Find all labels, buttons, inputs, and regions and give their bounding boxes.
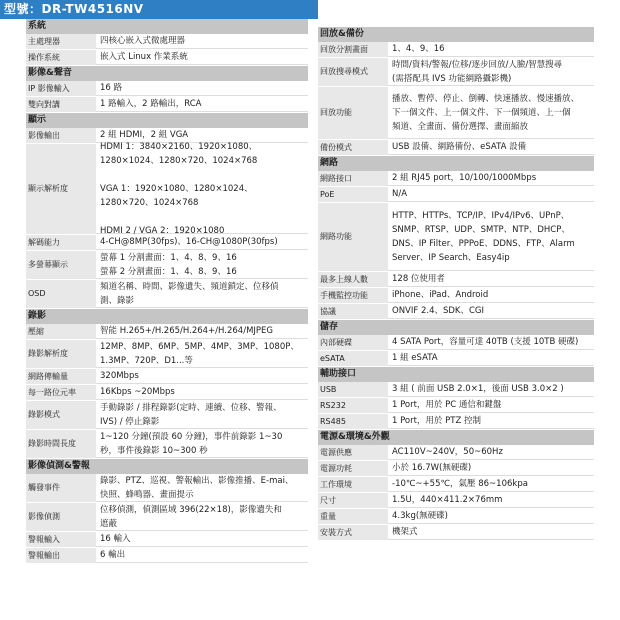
spec-label: 觸發事件	[26, 474, 96, 502]
spec-row	[318, 445, 594, 461]
spec-label: 工作環境	[318, 477, 388, 492]
spec-row	[318, 203, 594, 272]
spec-row	[318, 382, 594, 398]
spec-value: 1 路輸入，2 路輸出，RCA	[96, 97, 308, 112]
spec-value: 4-CH@8MP(30fps)、16-CH@1080P(30fps)	[96, 235, 308, 250]
spec-label: 警報輸入	[26, 532, 96, 547]
spec-value: 4.3kg(無硬碟)	[388, 509, 594, 524]
spec-row	[26, 503, 308, 532]
section-header: 系統	[26, 19, 308, 34]
spec-row	[26, 50, 308, 66]
section-header: 儲存	[318, 320, 594, 335]
spec-row	[318, 335, 594, 351]
spec-value: 16 輸入	[96, 532, 308, 547]
spec-value: 16 路	[96, 81, 308, 96]
spec-row	[318, 509, 594, 525]
spec-row	[26, 251, 308, 280]
spec-row	[26, 548, 308, 564]
spec-value: USB 設備、網路備份、eSATA 設備	[388, 140, 594, 155]
spec-value: 2 組 RJ45 port，10/100/1000Mbps	[388, 171, 594, 186]
section-header: 影像偵測&警報	[26, 459, 308, 474]
spec-value: 12MP、8MP、6MP、5MP、4MP、3MP、1080P、 1.3MP、720P、D1...等	[96, 340, 308, 368]
section-header: 錄影	[26, 309, 308, 324]
spec-row	[26, 340, 308, 369]
spec-row	[26, 532, 308, 548]
spec-row	[318, 525, 594, 541]
spec-label: RS485	[318, 414, 388, 429]
spec-label: 解碼能力	[26, 235, 96, 250]
spec-row	[318, 477, 594, 493]
spec-column-left	[26, 19, 308, 564]
spec-value: 1.5U，440×411.2×76mm	[388, 493, 594, 508]
spec-label: 回放分割畫面	[318, 42, 388, 57]
spec-label: OSD	[26, 280, 96, 308]
spec-row	[318, 288, 594, 304]
spec-value: 16Kbps ~20Mbps	[96, 385, 308, 400]
spec-label: 備份模式	[318, 140, 388, 155]
section-header: 輔助接口	[318, 367, 594, 382]
spec-row	[26, 141, 308, 236]
spec-row	[318, 398, 594, 414]
spec-row	[318, 272, 594, 288]
spec-label: 顯示解析度	[26, 144, 96, 234]
spec-row	[26, 430, 308, 459]
spec-label: 網路功能	[318, 203, 388, 271]
spec-label: IP 影像輸入	[26, 81, 96, 96]
model-title: 型號：DR-TW4516NV	[0, 0, 318, 19]
spec-value: 6 輸出	[96, 548, 308, 563]
spec-value: 320Mbps	[96, 369, 308, 384]
spec-value: 2 組 HDMI，2 組 VGA	[96, 128, 308, 143]
spec-row	[26, 474, 308, 503]
spec-value: 手動錄影 / 排程錄影(定時、連續、位移、警報、 IVS) / 停止錄影	[96, 401, 308, 429]
spec-label: 影像輸出	[26, 128, 96, 143]
spec-label: 網路傳輸量	[26, 369, 96, 384]
spec-value: 1~120 分鐘(預設 60 分鐘)，事件前錄影 1~30 秒，事件後錄影 10~300 秒	[96, 430, 308, 458]
spec-value: 位移偵測，偵測區域 396(22×18)，影像遺失和 遮蔽	[96, 503, 308, 531]
spec-value: 智能 H.265+/H.265/H.264+/H.264/MJPEG	[96, 324, 308, 339]
spec-row	[318, 42, 594, 58]
spec-label: 多螢幕顯示	[26, 251, 96, 279]
spec-row	[318, 461, 594, 477]
spec-value: 機架式	[388, 525, 594, 540]
spec-value: -10℃~+55℃，氣壓 86~106kpa	[388, 477, 594, 492]
spec-row	[26, 401, 308, 430]
spec-row	[318, 414, 594, 430]
spec-label: 協議	[318, 304, 388, 319]
spec-value: 3 組 ( 前面 USB 2.0×1，後面 USB 3.0×2 )	[388, 382, 594, 397]
spec-label: USB	[318, 382, 388, 397]
spec-row	[26, 324, 308, 340]
spec-label: 影像偵測	[26, 503, 96, 531]
spec-row	[26, 385, 308, 401]
spec-row	[26, 34, 308, 50]
spec-value: 頻道名稱、時間、影像遺失、頻道鎖定、位移偵 測、錄影	[96, 280, 308, 308]
spec-value: 錄影、PTZ、巡視、警報輸出、影像推播、E-mai、 快照、蜂鳴器、畫面提示	[96, 474, 308, 502]
spec-label: 重量	[318, 509, 388, 524]
section-header: 電源&環境&外觀	[318, 430, 594, 445]
spec-label: 網路接口	[318, 171, 388, 186]
spec-label: 安裝方式	[318, 525, 388, 540]
spec-row	[318, 187, 594, 203]
spec-column-right	[318, 27, 594, 541]
spec-label: 警報輸出	[26, 548, 96, 563]
spec-label: 壓縮	[26, 324, 96, 339]
spec-value: ONVIF 2.4、SDK、CGI	[388, 304, 594, 319]
spec-label: 手機監控功能	[318, 288, 388, 303]
section-header: 顯示	[26, 113, 308, 128]
spec-value: 播放、暫停、停止、倒轉、快速播放、慢速播放、 下一個文件、上一個文件、下一個頻道、上一個 頻道、全畫面、備份選擇、畫面縮放	[388, 87, 594, 139]
spec-label: 電源功耗	[318, 461, 388, 476]
spec-label: 錄影模式	[26, 401, 96, 429]
spec-row	[318, 493, 594, 509]
spec-value: 1、4、9、16	[388, 42, 594, 57]
spec-value: 嵌入式 Linux 作業系統	[96, 50, 308, 65]
spec-value: iPhone、iPad、Android	[388, 288, 594, 303]
spec-row	[26, 81, 308, 97]
spec-label: 操作系統	[26, 50, 96, 65]
spec-row	[26, 235, 308, 251]
spec-row	[318, 58, 594, 87]
spec-value: 四核心嵌入式微處理器	[96, 34, 308, 49]
spec-label: 最多上線人數	[318, 272, 388, 287]
spec-label: 電源供應	[318, 445, 388, 460]
spec-label: 回放搜尋模式	[318, 58, 388, 86]
spec-value: 1 組 eSATA	[388, 351, 594, 366]
spec-row	[318, 171, 594, 187]
spec-label: 錄影解析度	[26, 340, 96, 368]
spec-row	[26, 369, 308, 385]
spec-value: 1 Port，用於 PTZ 控制	[388, 414, 594, 429]
spec-value: 128 位使用者	[388, 272, 594, 287]
spec-label: 尺寸	[318, 493, 388, 508]
section-header: 網路	[318, 156, 594, 171]
spec-row	[318, 351, 594, 367]
spec-row	[26, 280, 308, 309]
section-header: 回放&備份	[318, 27, 594, 42]
spec-label: 錄影時間長度	[26, 430, 96, 458]
spec-value: 螢幕 1 分割畫面：1、4、8、9、16 螢幕 2 分割畫面：1、4、8、9、16	[96, 251, 308, 279]
spec-value: HTTP、HTTPs、TCP/IP、IPv4/IPv6、UPnP、 SNMP、RTSP、UDP、SMTP、NTP、DHCP、 DNS、IP Filter、PPPoE、DDNS、FTP、Alarm Server、IP Search、Easy4ip	[388, 203, 594, 271]
spec-label: 回放功能	[318, 87, 388, 139]
section-header: 影像&聲音	[26, 66, 308, 81]
spec-value: 1 Port，用於 PC 通信和鍵盤	[388, 398, 594, 413]
spec-row	[26, 97, 308, 113]
spec-value: AC110V~240V，50~60Hz	[388, 445, 594, 460]
spec-value: HDMI 1：3840×2160、1920×1080、 1280×1024、1280×720、1024×768 VGA 1：1920×1080、1280×1024、 1280×720、1024×768 HDMI 2 / VGA 2：1920×1080	[96, 144, 308, 234]
spec-value: 小於 16.7W(無硬碟)	[388, 461, 594, 476]
spec-label: eSATA	[318, 351, 388, 366]
spec-label: 內部硬碟	[318, 335, 388, 350]
spec-value: N/A	[388, 187, 594, 202]
spec-value: 4 SATA Port，容量可達 40TB (支援 10TB 硬碟)	[388, 335, 594, 350]
spec-label: 主處理器	[26, 34, 96, 49]
spec-row	[318, 140, 594, 156]
spec-value: 時間/資料/警報/位移/逐步回放/人臉/智慧搜尋 (需搭配具 IVS 功能網路攝影機)	[388, 58, 594, 86]
spec-row	[318, 87, 594, 140]
spec-label: RS232	[318, 398, 388, 413]
spec-label: PoE	[318, 187, 388, 202]
spec-row	[318, 304, 594, 320]
spec-label: 雙向對講	[26, 97, 96, 112]
spec-label: 每一路位元率	[26, 385, 96, 400]
